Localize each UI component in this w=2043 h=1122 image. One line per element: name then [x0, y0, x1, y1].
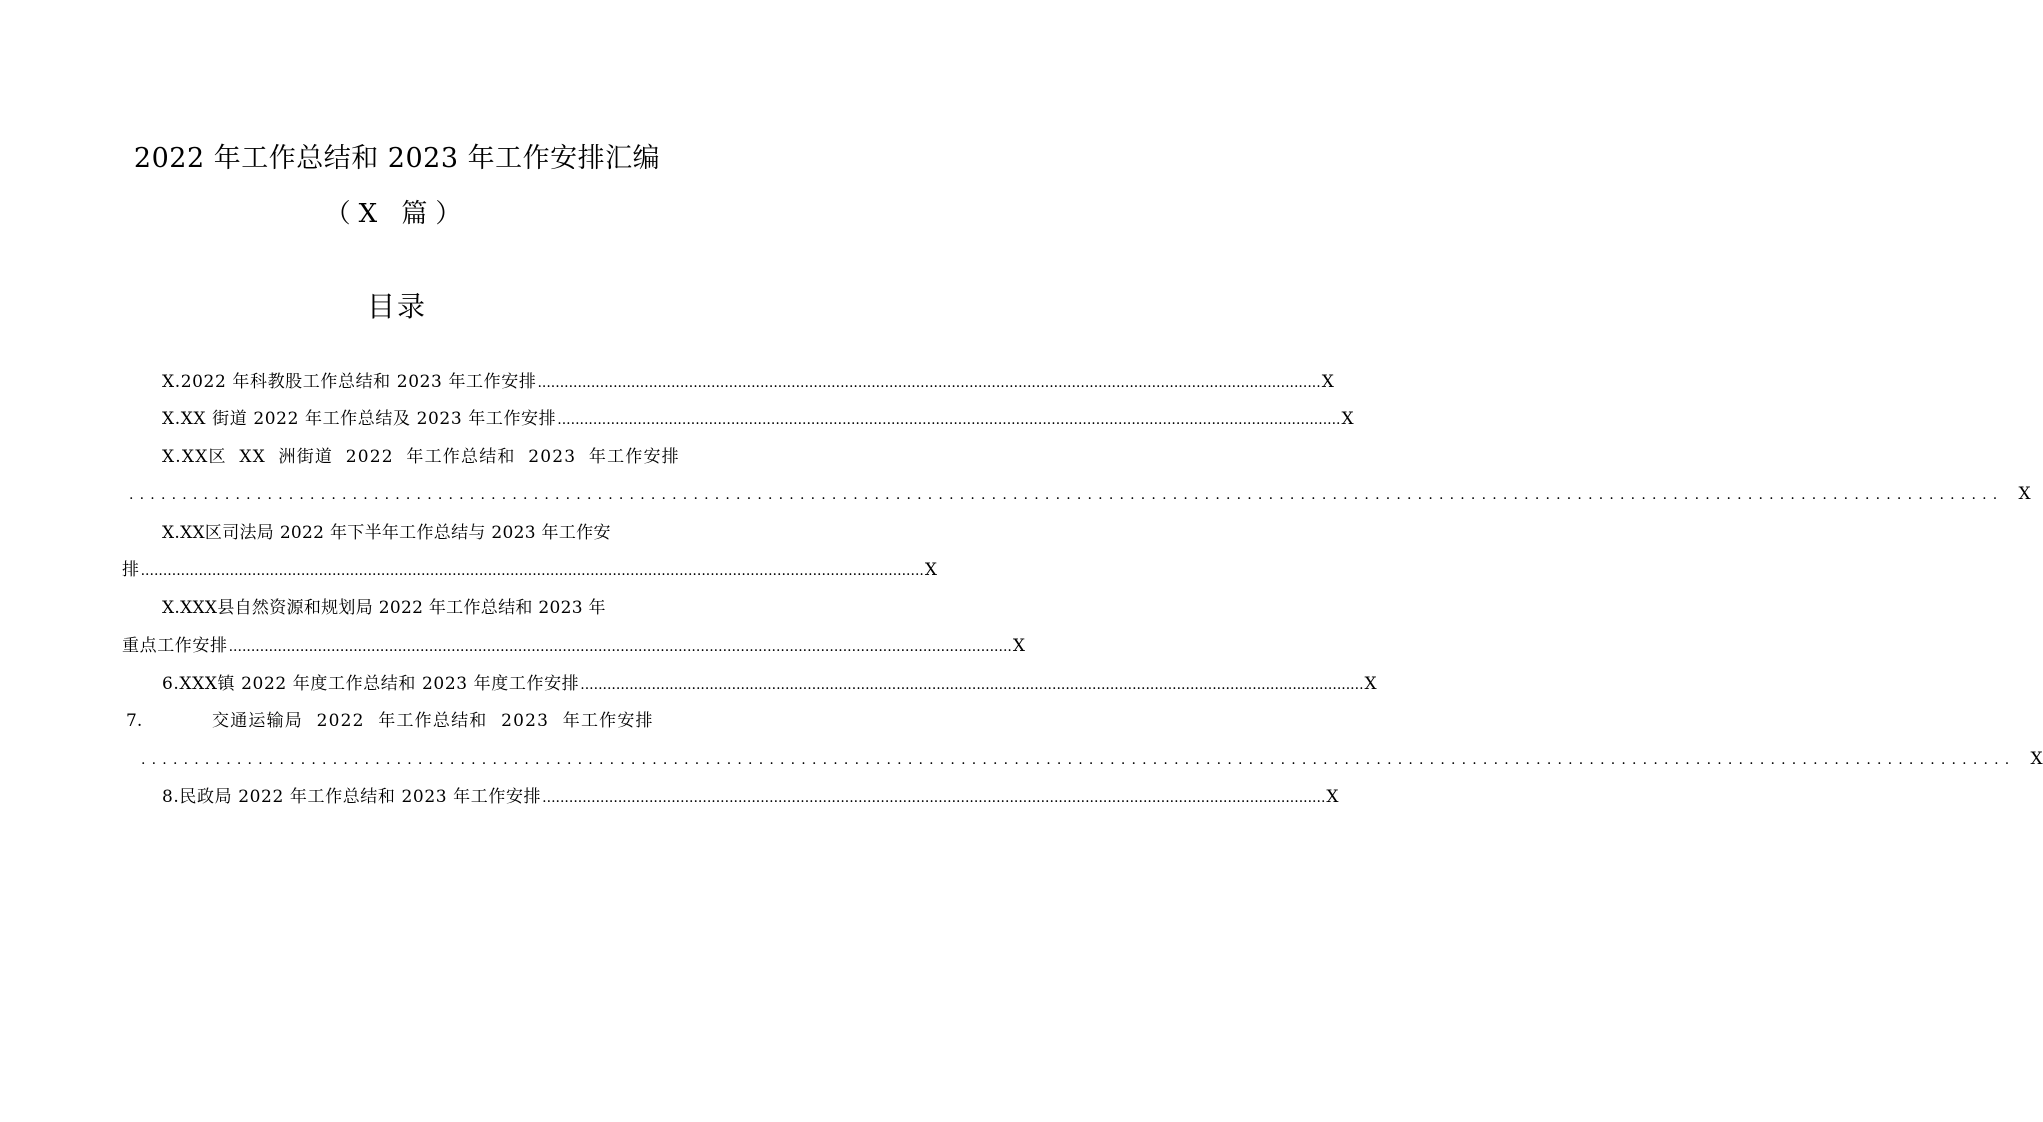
toc-page-number: X — [2030, 749, 2043, 769]
toc-item-1[interactable] — [162, 367, 1334, 397]
toc-item-text: 8.民政局 2022 年工作总结和 2023 年工作安排 — [162, 787, 542, 807]
toc-item-7[interactable] — [126, 706, 672, 736]
toc-page-number: X — [924, 560, 937, 580]
toc-leader: ................................................................................................................................................................................ — [580, 677, 1364, 693]
toc-item-8[interactable] — [162, 782, 1339, 812]
toc-item-5[interactable] — [162, 593, 672, 623]
toc-item-text: 交通运输局 2022 年工作总结和 2023 年工作安排 — [212, 711, 654, 731]
toc-item-text: X.XX区司法局 2022 年下半年工作总结与 2023 年工作安 — [162, 523, 611, 543]
toc-page-number: X — [1012, 636, 1025, 656]
toc-item-3-leader-line[interactable] — [128, 479, 2031, 509]
toc-page-number: X — [1321, 372, 1334, 392]
toc-item-text: 排 — [122, 560, 140, 580]
toc-item-text: 重点工作安排 — [122, 636, 228, 656]
toc-leader: ................................................................................................................................................................................ — [537, 375, 1321, 391]
toc-leader: ................................................................................................................................................................................ — [141, 752, 2016, 768]
toc-heading: 目录 — [366, 290, 427, 323]
toc-item-text: X.XXX县自然资源和规划局 2022 年工作总结和 2023 年 — [162, 598, 606, 618]
toc-item-4[interactable] — [162, 518, 672, 548]
document-count: （X 篇） — [324, 199, 470, 229]
toc-item-2[interactable] — [162, 404, 1354, 434]
toc-item-text: 6.XXX镇 2022 年度工作总结和 2023 年度工作安排 — [162, 674, 580, 694]
toc-item-5-line2[interactable] — [122, 631, 1025, 661]
toc-item-3[interactable] — [162, 442, 680, 472]
toc-leader: ................................................................................................................................................................................ — [557, 412, 1341, 428]
toc-page-number: X — [1326, 787, 1339, 807]
toc-item-4-line2[interactable] — [122, 555, 937, 585]
toc-page-number: X — [1341, 409, 1354, 429]
toc-item-7-leader-line[interactable] — [140, 744, 2043, 774]
toc-leader: ................................................................................................................................................................................ — [129, 487, 2004, 503]
toc-leader: ................................................................................................................................................................................ — [140, 563, 924, 579]
toc-item-text: X.2022 年科教股工作总结和 2023 年工作安排 — [162, 372, 537, 392]
toc-page-number: X — [1364, 674, 1377, 694]
toc-item-text: X.XX 街道 2022 年工作总结及 2023 年工作安排 — [162, 409, 557, 429]
toc-item-6[interactable] — [162, 669, 1377, 699]
toc-leader: ................................................................................................................................................................................ — [228, 639, 1012, 655]
document-title: 2022 年工作总结和 2023 年工作安排汇编 — [133, 143, 661, 174]
toc-item-text: X.XX区 XX 洲街道 2022 年工作总结和 2023 年工作安排 — [162, 447, 680, 467]
toc-page-number: X — [2018, 484, 2031, 504]
toc-leader: ................................................................................................................................................................................ — [542, 790, 1326, 806]
toc-item-number: 7. — [126, 711, 143, 731]
